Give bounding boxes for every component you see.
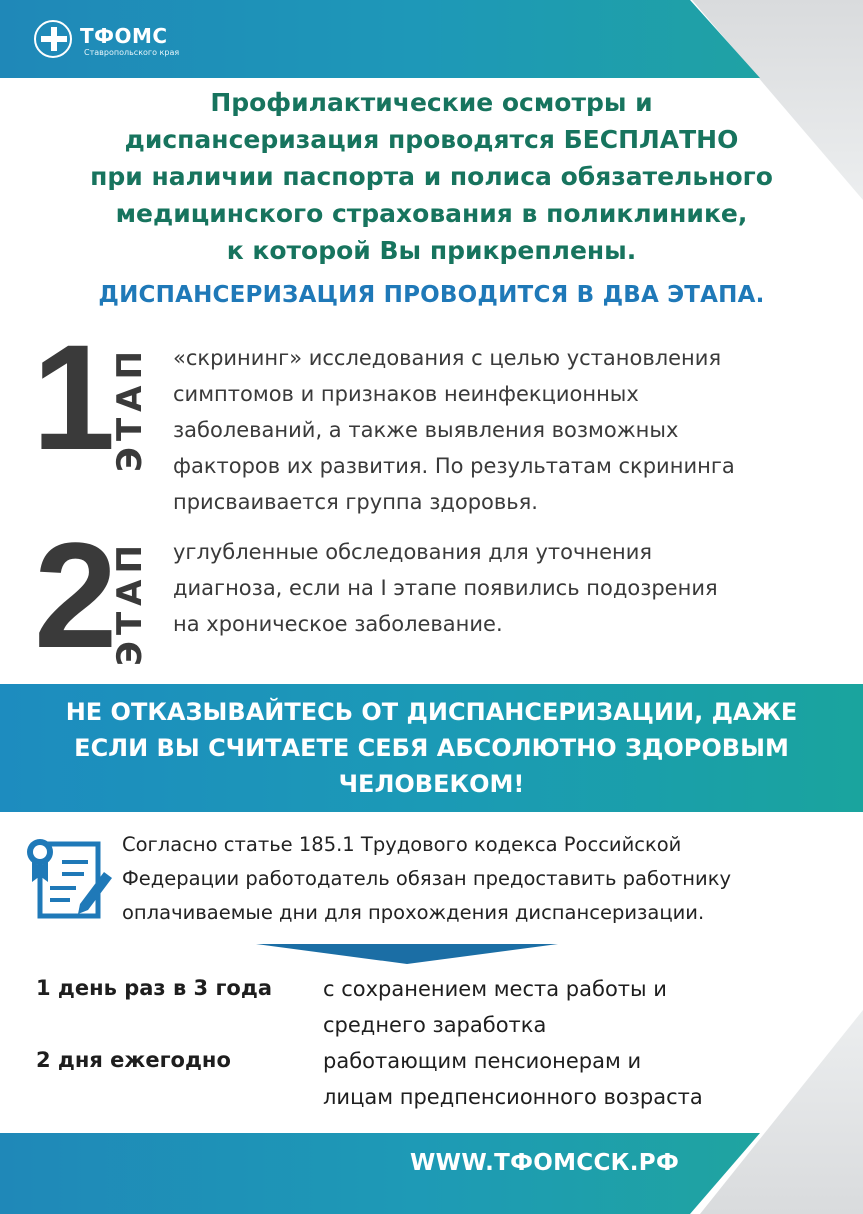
logo-cross-horizontal [41, 36, 67, 42]
stage-2-line: углубленные обследования для уточнения [173, 540, 653, 564]
intro-line: Профилактические осмотры и [210, 88, 653, 117]
leave-row-2-line: лицам предпенсионного возраста [323, 1085, 703, 1109]
stage-2-description [173, 534, 718, 642]
logo-title: ТФОМС [80, 24, 168, 48]
warning-line: ЕСЛИ ВЫ СЧИТАЕТЕ СЕБЯ АБСОЛЮТНО ЗДОРОВЫМ [74, 734, 789, 762]
stage-1-line: заболеваний, а также выявления возможных [173, 418, 679, 442]
intro-line: медицинского страхования в поликлинике, [115, 199, 748, 228]
logo-subtitle: Ставропольского края [84, 48, 180, 57]
intro-line: при наличии паспорта и полиса обязательного [90, 162, 773, 191]
stage-2-number: 2 [34, 511, 118, 679]
leave-row-1-line: среднего заработка [323, 1013, 547, 1037]
labor-code-line: оплачиваемые дни для прохождения диспансеризации. [122, 901, 705, 924]
stage-1-number: 1 [32, 313, 116, 481]
leave-row-2-label: 2 дня ежегодно [36, 1048, 231, 1072]
website-link[interactable]: WWW.ТФОМССК.РФ [410, 1150, 680, 1176]
intro-line: к которой Вы прикреплены. [226, 236, 637, 265]
leave-row-1-description [323, 971, 843, 1043]
stage-2-label: ЭТАП [110, 539, 150, 666]
warning-line: НЕ ОТКАЗЫВАЙТЕСЬ ОТ ДИСПАНСЕРИЗАЦИИ, ДАЖЕ [65, 698, 798, 726]
stage-2-line: на хроническое заболевание. [173, 612, 503, 636]
stage-2-line: диагноза, если на I этапе появились подозрения [173, 576, 718, 600]
warning-text [20, 694, 843, 802]
stage-1-line: симптомов и признаков неинфекционных [173, 382, 639, 406]
leave-row-2-line: работающим пенсионерам и [323, 1049, 642, 1073]
certificate-document-icon [18, 832, 118, 922]
labor-code-line: Федерации работодатель обязан предоставить работнику [122, 867, 732, 890]
intro-text [40, 84, 823, 269]
warning-line: ЧЕЛОВЕКОМ! [338, 770, 525, 798]
leave-row-2-description [323, 1043, 843, 1115]
stage-1-line: присваивается группа здоровья. [173, 490, 538, 514]
labor-code-line: Согласно статье 185.1 Трудового кодекса Российской [122, 833, 682, 856]
leave-row-1-label: 1 день раз в 3 года [36, 976, 272, 1000]
stage-1-description [173, 340, 735, 520]
stages-heading: ДИСПАНСЕРИЗАЦИЯ ПРОВОДИТСЯ В ДВА ЭТАПА. [98, 282, 765, 308]
intro-line: диспансеризация проводятся БЕСПЛАТНО [124, 125, 739, 154]
arrow-divider [256, 944, 558, 964]
stage-1-label: ЭТАП [110, 345, 150, 472]
labor-code-text [122, 828, 852, 930]
stage-1-line: факторов их развития. По результатам скрининга [173, 454, 735, 478]
leave-row-1-line: с сохранением места работы и [323, 977, 667, 1001]
stage-1-line: «скрининг» исследования с целью установления [173, 346, 722, 370]
